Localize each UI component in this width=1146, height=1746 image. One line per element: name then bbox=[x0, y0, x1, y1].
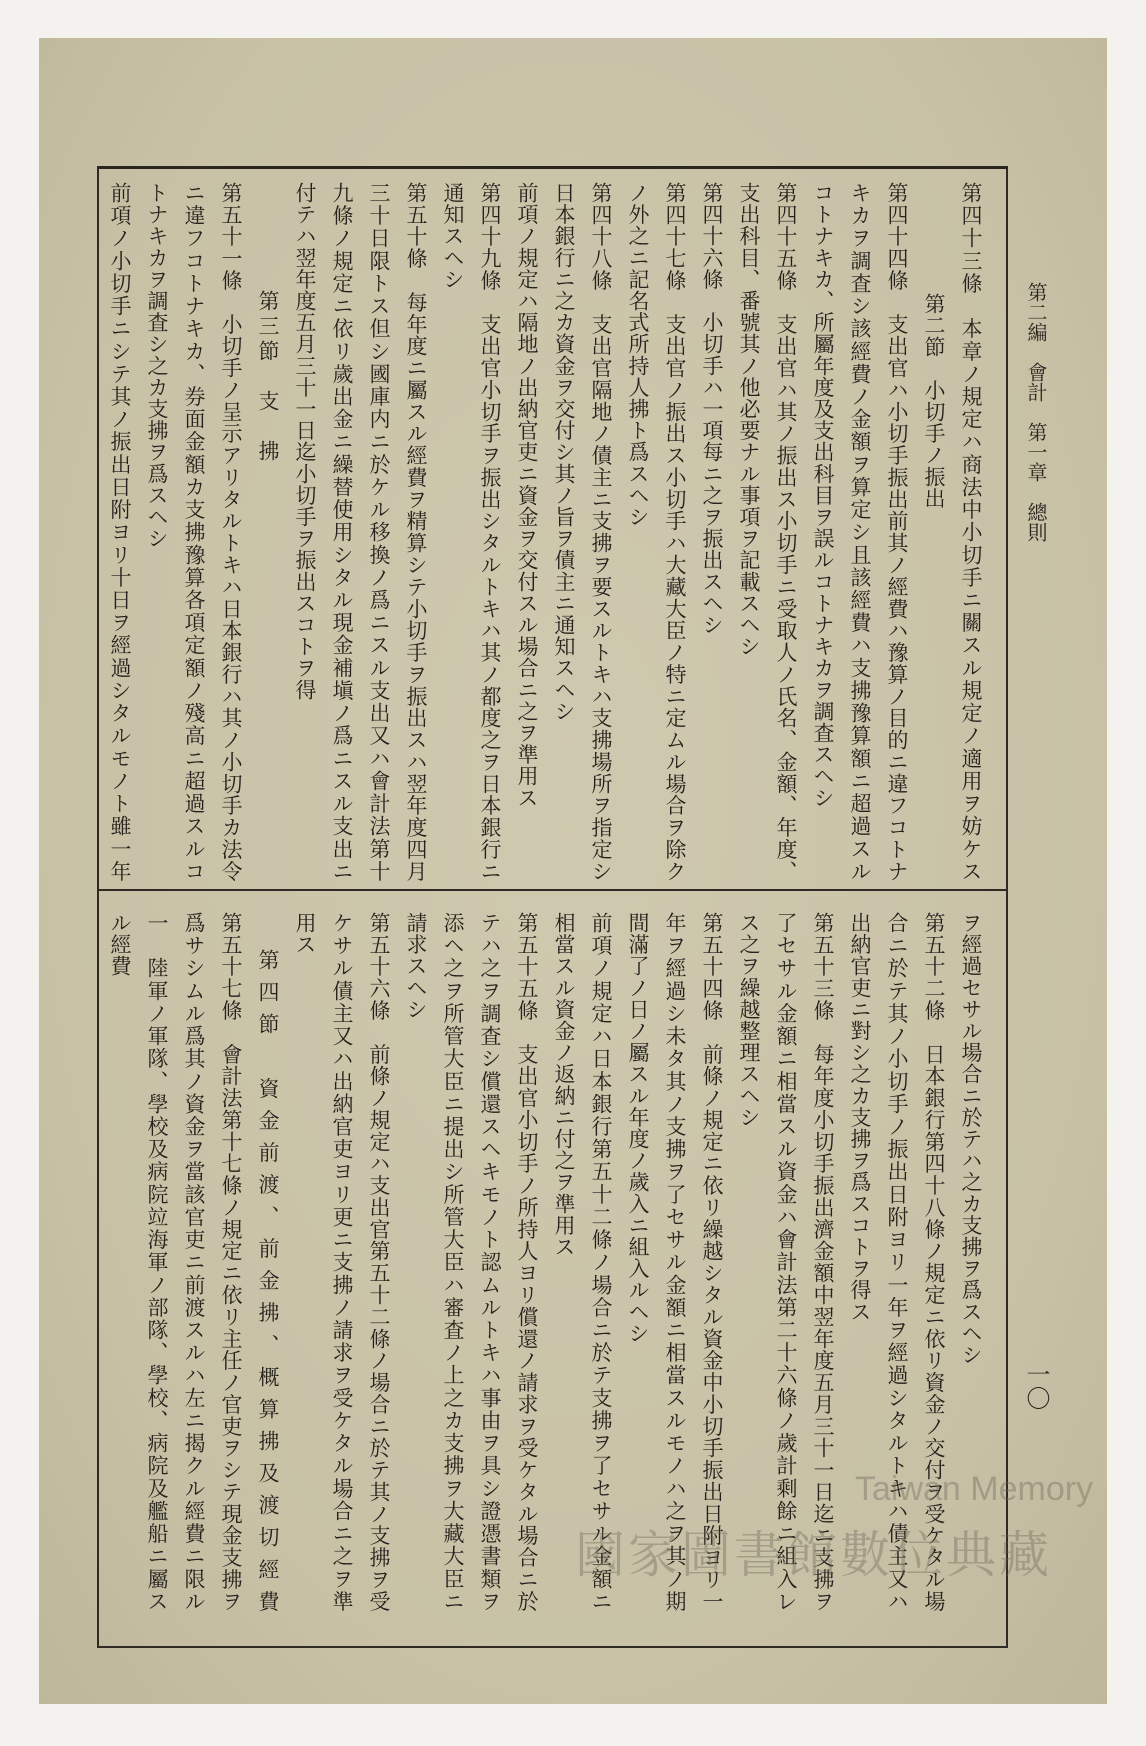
text-column: 前項ノ規定ハ隔地ノ出納官吏ニ資金ヲ交付スル場合ニ之ヲ準用ス bbox=[515, 182, 539, 809]
text-column: 第五十六條 前條ノ規定ハ支出官第五十二條ノ場合ニ於テ其ノ支拂ヲ受 bbox=[367, 912, 391, 1612]
text-column: 第五十一條 小切手ノ呈示アリタルトキハ日本銀行ハ其ノ小切手カ法令 bbox=[219, 182, 243, 882]
text-column: 前項ノ小切手ニシテ其ノ振出日附ヨリ十日ヲ經過シタルモノト雖一年 bbox=[108, 182, 132, 882]
text-column: ニ違フコトナキカ、券面金額カ支拂豫算各項定額ノ殘高ニ超過スルコ bbox=[182, 182, 206, 882]
section-heading: 第三節 支 拂 bbox=[256, 290, 280, 465]
text-column: 合ニ於テ其ノ小切手ノ振出日附ヨリ一年ヲ經過シタルトキハ債主又ハ bbox=[885, 912, 909, 1612]
text-column: 年ヲ經過シ未タ其ノ支拂ヲ了セサル金額ニ相當スルモノハ之ヲ其ノ期 bbox=[663, 912, 687, 1612]
text-column: ス之ヲ繰越整理スヘシ bbox=[737, 912, 761, 1128]
text-column: 第四十四條 支出官ハ小切手振出前其ノ經費ハ豫算ノ目的ニ違フコトナ bbox=[885, 182, 909, 882]
text-column: 第四十三條 本章ノ規定ハ商法中小切手ニ關スル規定ノ適用ヲ妨ケス bbox=[959, 182, 983, 882]
text-column: コトナキカ、所屬年度及支出科目ヲ誤ルコトナキカヲ調査スヘシ bbox=[811, 182, 835, 809]
text-column: キカヲ調査シ該經費ノ金額ヲ算定シ且該經費ハ支拂豫算額ニ超過スル bbox=[848, 182, 872, 882]
upper-tier bbox=[101, 182, 989, 882]
watermark: 國家圖書館數位典藏 bbox=[575, 1526, 1052, 1584]
text-column: 第四十七條 支出官ノ振出ス小切手ハ大藏大臣ノ特ニ定ムル場合ヲ除ク bbox=[663, 182, 687, 882]
text-column: ル經費 bbox=[108, 912, 132, 977]
text-column: 第四十九條 支出官小切手ヲ振出シタルトキハ其ノ都度之ヲ日本銀行ニ bbox=[478, 182, 502, 882]
text-column: 用ス bbox=[293, 912, 317, 956]
watermark: Taiwan Memory bbox=[855, 1470, 1094, 1508]
text-column: 第五十五條 支出官小切手ノ所持人ヨリ償還ノ請求ヲ受ケタル場合ニ於 bbox=[515, 912, 539, 1612]
text-column: 三十日限トス但シ國庫内ニ於ケル移換ノ爲ニスル支出又ハ會計法第十 bbox=[367, 182, 391, 882]
text-column: 相當スル資金ノ返納ニ付之ヲ準用ス bbox=[552, 912, 576, 1258]
running-head: 第二編 會計 第一章 總則 bbox=[1024, 282, 1048, 542]
text-column: 第五十三條 每年度小切手振出濟金額中翌年度五月三十一日迄ニ支拂ヲ bbox=[811, 912, 835, 1612]
text-column: 第四十六條 小切手ハ一項每ニ之ヲ振出スヘシ bbox=[700, 182, 724, 636]
text-column: ノ外之ニ記名式所持人拂ト爲スヘシ bbox=[626, 182, 650, 528]
text-column: 前項ノ規定ハ日本銀行第五十二條ノ場合ニ於テ支拂ヲ了セサル金額ニ bbox=[589, 912, 613, 1612]
text-column: 第五十條 每年度ニ屬スル經費ヲ精算シテ小切手ヲ振出スハ翌年度四月 bbox=[404, 182, 428, 882]
section-heading: 第二節 小切手ノ振出 bbox=[922, 293, 946, 509]
text-column: 間滿了ノ日ノ屬スル年度ノ歲入ニ組入ルヘシ bbox=[626, 912, 650, 1344]
text-column: 添ヘ之ヲ所管大臣ニ提出シ所管大臣ハ審査ノ上之カ支拂ヲ大藏大臣ニ bbox=[441, 912, 465, 1612]
section-heading: 第四節 資金前渡、前金拂、概算拂及渡切經費 bbox=[256, 949, 280, 1612]
tier-divider-rule bbox=[97, 889, 1008, 891]
text-column: 九條ノ規定ニ依リ歲出金ニ繰替使用シタル現金補塡ノ爲ニスル支出ニ bbox=[330, 182, 354, 882]
text-column: トナキカヲ調査シ之カ支拂ヲ爲スヘシ bbox=[145, 182, 169, 550]
text-column: 付テハ翌年度五月三十一日迄小切手ヲ振出スコトヲ得 bbox=[293, 182, 317, 701]
page-number: 一〇 bbox=[1022, 1362, 1050, 1410]
text-column: 請求スヘシ bbox=[404, 912, 428, 1020]
text-column: 出納官吏ニ對シ之カ支拂ヲ爲スコトヲ得ス bbox=[848, 912, 872, 1323]
text-column: 第四十五條 支出官ハ其ノ振出ス小切手ニ受取人ノ氏名、金額、年度、 bbox=[774, 182, 798, 882]
text-column: ケサル債主又ハ出納官吏ヨリ更ニ支拂ノ請求ヲ受ケタル場合ニ之ヲ準 bbox=[330, 912, 354, 1612]
text-column: 爲サシムル爲其ノ資金ヲ當該官吏ニ前渡スルハ左ニ揭クル經費ニ限ル bbox=[182, 912, 206, 1612]
text-column: 一 陸軍ノ軍隊、學校及病院竝海軍ノ部隊、學校、病院及艦船ニ屬ス bbox=[145, 912, 169, 1612]
text-column: ヲ經過セサル場合ニ於テハ之カ支拂ヲ爲スヘシ bbox=[959, 912, 983, 1366]
text-column: 第五十二條 日本銀行第四十八條ノ規定ニ依リ資金ノ交付ヲ受ケタル場 bbox=[922, 912, 946, 1612]
text-column: 第五十七條 會計法第十七條ノ規定ニ依リ主任ノ官吏ヲシテ現金支拂ヲ bbox=[219, 912, 243, 1612]
text-column: 通知スヘシ bbox=[441, 182, 465, 290]
text-column: 日本銀行ニ之カ資金ヲ交付シ其ノ旨ヲ債主ニ通知スヘシ bbox=[552, 182, 576, 722]
text-column: テハ之ヲ調査シ償還スヘキモノト認ムルトキハ事由ヲ具シ證憑書類ヲ bbox=[478, 912, 502, 1612]
text-column: 第四十八條 支出官隔地ノ債主ニ支拂ヲ要スルトキハ支拂場所ヲ指定シ bbox=[589, 182, 613, 882]
text-column: 支出科目、番號其ノ他必要ナル事項ヲ記載スヘシ bbox=[737, 182, 761, 658]
text-column: 第五十四條 前條ノ規定ニ依リ繰越シタル資金中小切手振出日附ヨリ一 bbox=[700, 912, 724, 1612]
text-column: 了セサル金額ニ相當スル資金ハ會計法第二十六條ノ歲計剩餘ニ組入レ bbox=[774, 912, 798, 1612]
